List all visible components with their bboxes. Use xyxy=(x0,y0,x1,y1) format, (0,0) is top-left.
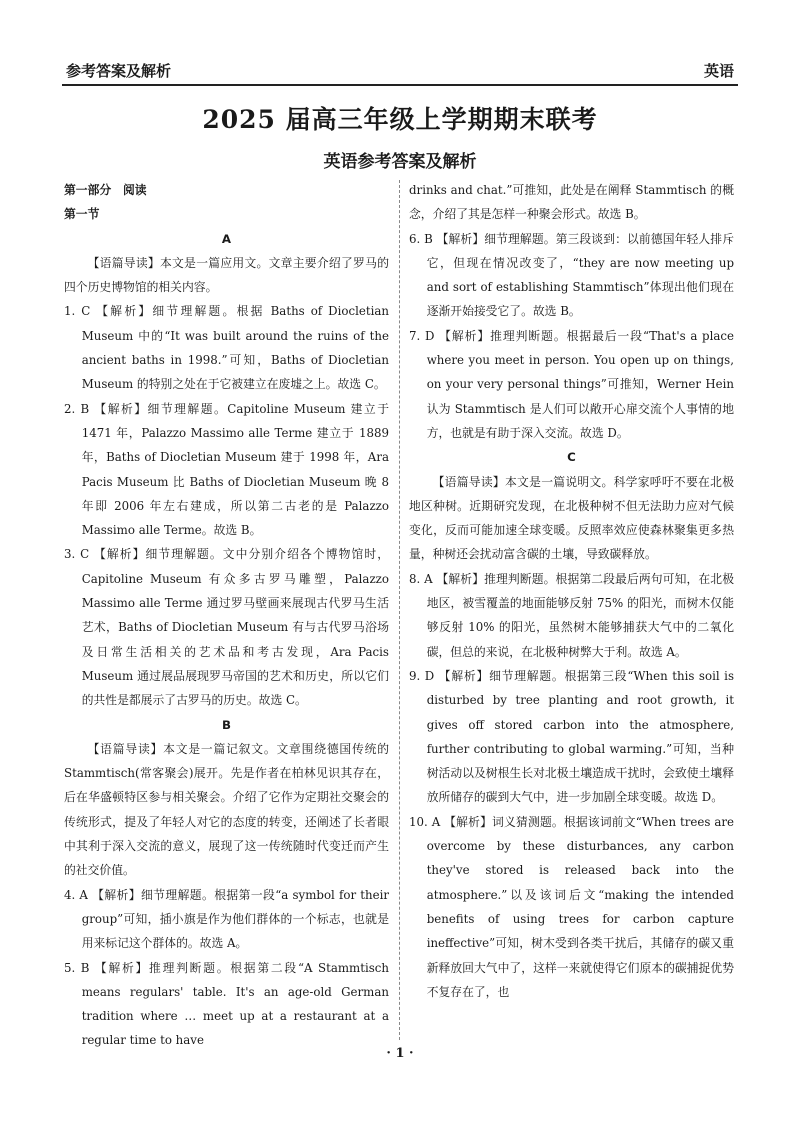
left-column xyxy=(64,178,389,1053)
answer-item: 8. A 【解析】推理判断题。根据第二段最后两句可知，在北极地区，被雪覆盖的地面能够反射 75% 的阳光，而树木仅能够反射 10% 的阳光，虽然树木能够捕获大气中的二氧化碳，但总的来说，在北极种树弊大于利。故选 A。 xyxy=(409,571,734,659)
exam-subtitle: 英语参考答案及解析 xyxy=(323,152,477,172)
passage-intro: 【语篇导读】本文是一篇说明文。科学家呼吁不要在北极地区种树。近期研究发现，在北极种树不但无法助力应对气候变化，反而可能加速全球变暖。反照率效应使森林聚集更多热量，种树还会扰动富含碳的土壤，导致碳释放。 xyxy=(409,474,734,562)
answer-item: 3. C 【解析】细节理解题。文中分别介绍各个博物馆时，Capitoline Museum 有众多古罗马雕塑，Palazzo Massimo alle Terme 通过罗马壁画来展现古代罗马生活艺术，Baths of Diocletian Museum 有与古代罗马浴场及日常生活相关的艺术品和考古发现，Ara Pacis Museum 通过展品展现罗马帝国的艺术和历史，所以它们的共性是都展示了古罗马的历史。故选 C。 xyxy=(64,547,389,708)
answer-item: 2. B 【解析】细节理解题。Capitoline Museum 建立于 1471 年，Palazzo Massimo alle Terme 建立于 1889 年，Baths of Diocletian Museum 建于 1998 年，Ara Pacis Museum 比 Baths of Diocletian Museum 晚 8 年即 2006 年左右建成，所以第二古老的是 Palazzo Massimo alle Terme。故选 B。 xyxy=(64,401,389,538)
continued-text: drinks and chat.”可推知，此处是在阐释 Stammtisch 的概念，介绍了其是怎样一种聚会形式。故选 B。 xyxy=(409,183,734,222)
passage-letter: C xyxy=(567,450,576,465)
answer-item: 1. C 【解析】细节理解题。根据 Baths of Diocletian Museum 中的“It was built around the ruins of the ancient baths in 1998.”可知，Baths of Diocletian Museum 的特别之处在于它被建立在废墟之上。故选 C。 xyxy=(64,304,389,392)
answer-item: 9. D 【解析】细节理解题。根据第三段“When this soil is disturbed by tree planting and root growth, it gives off stored carbon into the atmosphere, further contributing to global warming.”可知，当种树活动以及树根生长对北极土壤造成干扰时，会致使土壤释放所储存的碳到大气中，进一步加剧全球变暖。故选 D。 xyxy=(409,668,734,805)
header-subject-label: 英语 xyxy=(703,62,734,80)
passage-intro: 【语篇导读】本文是一篇应用文。文章主要介绍了罗马的四个历史博物馆的相关内容。 xyxy=(64,255,389,295)
section-heading: 第一节 xyxy=(64,207,100,222)
answer-item: 5. B 【解析】推理判断题。根据第二段“A Stammtisch means regulars' table. It's an age-old German tradition where … meet up at a restaurant at a regular time to have xyxy=(64,960,389,1048)
passage-intro: 【语篇导读】本文是一篇记叙文。文章围绕德国传统的 Stammtisch(常客聚会)展开。先是作者在柏林见识其存在，后在华盛顿特区参与相关聚会。介绍了它作为定期社交聚会的传统形式，提及了年轻人对它的态度的转变，还阐述了长者眼中其利于深入交流的意义，展现了这一传统随时代变迁而产生的社交价值。 xyxy=(64,741,389,878)
page-header xyxy=(62,54,738,86)
header-left-label: 参考答案及解析 xyxy=(66,62,172,80)
exam-title: 2025 届高三年级上学期期末联考 xyxy=(202,105,598,134)
section-heading: 第一部分 阅读 xyxy=(64,183,147,197)
answer-item: 4. A 【解析】细节理解题。根据第一段“a symbol for their group”可知，插小旗是作为他们群体的一个标志，也就是用来标记这个群体的。故选 A。 xyxy=(64,887,389,951)
answer-item: 6. B 【解析】细节理解题。第三段谈到：以前德国年轻人排斥它，但现在情况改变了，“they are now meeting up and sort of establishing Stammtisch”体现出他们现在逐渐开始接受它了。故选 B。 xyxy=(409,231,734,319)
answer-item: 10. A 【解析】词义猜测题。根据该词前文“When trees are overcome by these disturbances, any carbon they've stored is released back into the atmosphere.”以及该词后文“making the intended benefits of using trees for carbon capture ineffective”可知，树木受到各类干扰后，其储存的碳又重新释放回大气中了，这样一来就使得它们原本的碳捕捉优势不复存在了，也 xyxy=(409,814,734,999)
passage-letter: A xyxy=(221,231,232,246)
right-column xyxy=(409,178,734,1004)
column-divider xyxy=(399,180,400,1040)
answer-item: 7. D 【解析】推理判断题。根据最后一段“That's a place where you meet in person. You open up on things, on your very personal things”可推知，Werner Hein 认为 Stammtisch 是人们可以敞开心扉交流个人事情的地方，也就是有助于深入交流。故选 D。 xyxy=(409,328,734,440)
page-number: · 1 · xyxy=(386,1046,414,1061)
passage-letter: B xyxy=(222,717,231,732)
